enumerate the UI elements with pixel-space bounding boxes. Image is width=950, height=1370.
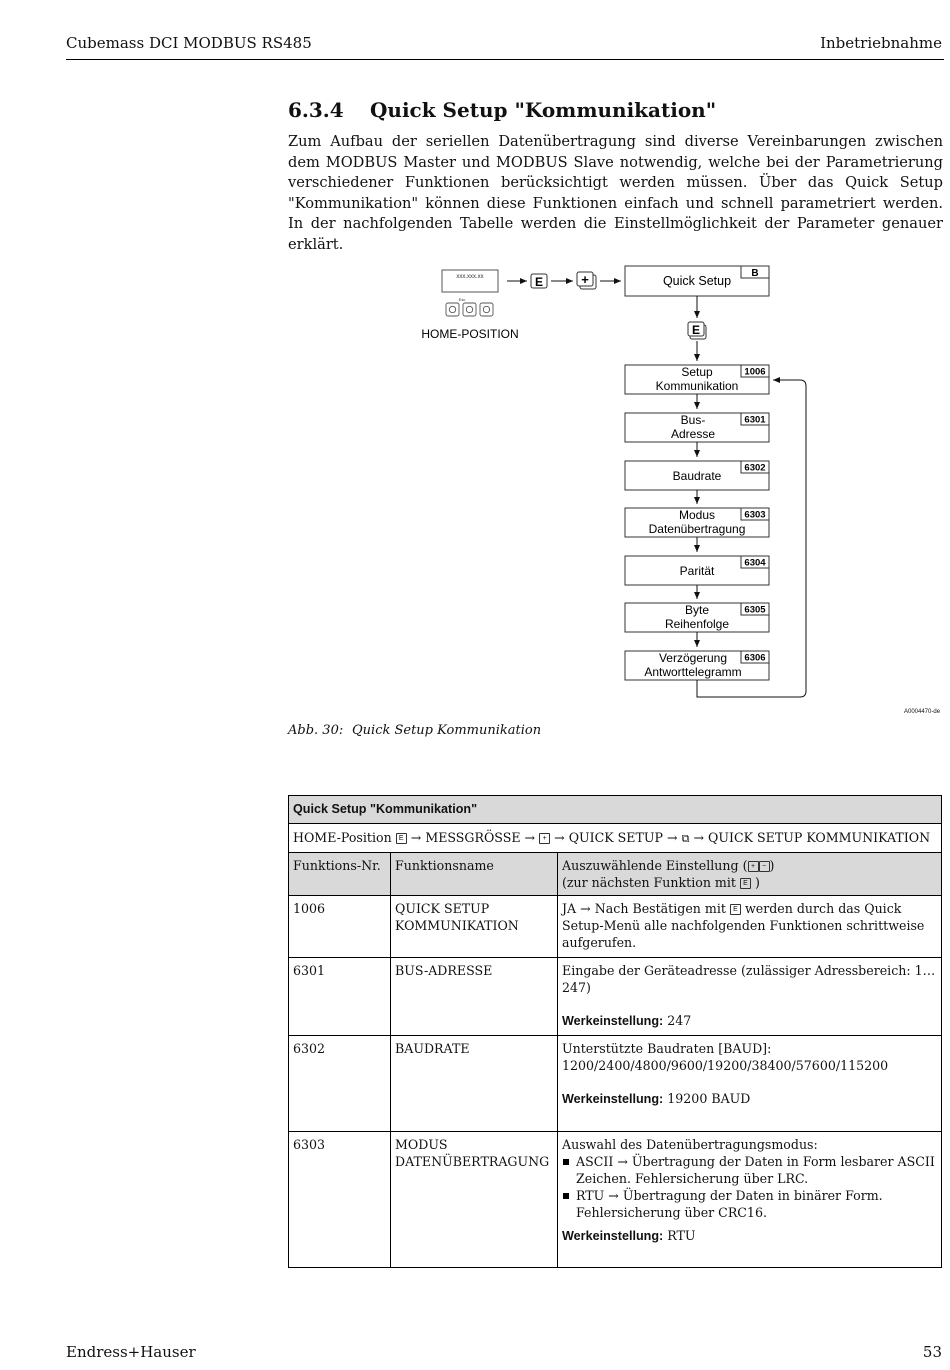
header-chapter: Inbetriebnahme: [820, 34, 942, 52]
e-key-icon: E: [740, 878, 751, 889]
step-1006: [625, 365, 769, 394]
minus-key-icon: −: [759, 861, 770, 872]
arrow-icon: →: [667, 830, 678, 845]
arrow-icon: →: [580, 901, 591, 916]
quick-setup-code: B: [751, 268, 759, 279]
arrow-icon: →: [524, 830, 536, 845]
row-6302-name: BAUDRATE: [391, 1036, 558, 1132]
caption-text: Quick Setup Kommunikation: [352, 723, 542, 738]
svg-text:Baudrate: Baudrate: [672, 469, 722, 483]
arrow-icon: →: [554, 830, 565, 845]
table-row: [289, 958, 942, 1036]
svg-text:Reihenfolge: Reihenfolge: [664, 617, 730, 631]
step-6302: [625, 461, 769, 490]
table-row: [289, 1132, 942, 1268]
menu-path: HOME-Position E → MESSGRÖSSE → + → QUICK SETUP → ⧉ → QUICK SETUP KOMMUNIKATION: [289, 824, 942, 853]
svg-text:6303: 6303: [744, 509, 766, 521]
step-6305: [625, 603, 769, 632]
svg-text:1006: 1006: [744, 366, 766, 378]
svg-text:Datenübertragung: Datenübertragung: [648, 522, 746, 536]
svg-text:E: E: [534, 275, 544, 289]
figure-caption: [288, 723, 541, 738]
e-key-icon: [531, 274, 547, 289]
e-key-icon: E: [730, 904, 741, 915]
svg-text:Adresse: Adresse: [670, 427, 716, 441]
svg-text:6304: 6304: [744, 557, 766, 569]
table-path-row: [289, 824, 942, 853]
default-value: RTU: [667, 1228, 696, 1243]
step-6304: [625, 556, 769, 585]
default-label: Werkeinstellung:: [562, 1014, 664, 1028]
table-column-header-row: [289, 853, 942, 896]
table-title: Quick Setup "Kommunikation": [289, 796, 942, 824]
svg-text:Antworttelegramm: Antworttelegramm: [644, 665, 742, 679]
default-label: Werkeinstellung:: [562, 1092, 664, 1106]
e-key-icon: E: [396, 833, 407, 844]
row-6302-nr: 6302: [289, 1036, 391, 1132]
row-1006-setting: JA → Nach Bestätigen mit E werden durch das Quick Setup-Menü alle nachfolgenden Funktionen schrittweise aufgerufen.: [558, 896, 942, 958]
intro-paragraph: Zum Aufbau der seriellen Datenübertragung sind diverse Vereinbarungen zwischen dem MODBUS Master und MODBUS Slave notwendig, welche bei der Parametrierung verschiedener Funktionen berücksichtigt werden müssen. Über das Quick Setup "Kommunikation" können diese Funktionen einfach und schnell parametriert werden. In der nachfolgenden Tabelle werden die Einstellmöglichkeit der Parameter genauer erklärt.: [288, 133, 943, 253]
quick-setup-table: [288, 795, 942, 1268]
arrow-icon: →: [693, 830, 705, 845]
page-number: 53: [922, 1343, 942, 1361]
row-1006-nr: 1006: [289, 896, 391, 958]
table-row: [289, 896, 942, 958]
row-1006-name: QUICK SETUP KOMMUNIKATION: [391, 896, 558, 958]
section-number: 6.3.4: [288, 98, 344, 122]
e-double-key-icon: ⧉: [681, 832, 690, 845]
footer-brand: Endress+Hauser: [66, 1343, 196, 1361]
table-title-row: [289, 796, 942, 824]
section-title: Quick Setup "Kommunikation": [370, 98, 717, 122]
home-position-label: HOME-POSITION: [421, 327, 519, 341]
svg-text:Verzögerung: Verzögerung: [658, 651, 728, 665]
display-readout: xxx.xxx.xx: [456, 274, 484, 280]
svg-text:E: E: [691, 323, 701, 337]
svg-text:Parität: Parität: [679, 564, 715, 578]
quick-setup-label: Quick Setup: [662, 274, 732, 288]
svg-text:6302: 6302: [744, 462, 766, 474]
col-header-name: Funktionsname: [391, 853, 558, 896]
row-6302-setting: Unterstützte Baudraten [BAUD]: 1200/2400/4800/9600/19200/38400/57600/115200 Werkeinstellung: 19200 BAUD: [558, 1036, 942, 1132]
list-item: ASCII → Übertragung der Daten in Form lesbarer ASCII Zeichen. Fehlersicherung über LRC.: [576, 1153, 937, 1187]
step-6306: [625, 651, 769, 680]
svg-text:+: +: [581, 272, 589, 287]
header-doc-title: Cubemass DCI MODBUS RS485: [66, 34, 312, 52]
mode-options-list: [562, 1153, 937, 1221]
step-6303: [625, 508, 769, 537]
figure-reference: A0004470-de: [904, 709, 941, 715]
plus-key-icon: [577, 272, 596, 289]
svg-text:6305: 6305: [744, 604, 766, 616]
operating-keys-icon: [446, 303, 493, 316]
default-label: Werkeinstellung:: [562, 1229, 664, 1243]
plus-key-icon: +: [539, 833, 550, 844]
arrow-icon: →: [410, 830, 422, 845]
row-6301-setting: Eingabe der Geräteadresse (zulässiger Adressbereich: 1…247) Werkeinstellung: 247: [558, 958, 942, 1036]
default-value: 19200 BAUD: [667, 1091, 751, 1106]
list-item: RTU → Übertragung der Daten in binärer Form. Fehlersicherung über CRC16.: [576, 1187, 937, 1221]
col-header-nr: Funktions-Nr.: [289, 853, 391, 896]
row-6301-nr: 6301: [289, 958, 391, 1036]
svg-text:6306: 6306: [744, 652, 766, 664]
svg-text:Byte: Byte: [684, 603, 710, 617]
svg-text:Setup: Setup: [681, 365, 713, 379]
table-row: [289, 1036, 942, 1132]
esc-label: Esc: [458, 297, 466, 302]
row-6303-setting: Auswahl des Datenübertragungsmodus: ASCII → Übertragung der Daten in Form lesbarer ASCII Zeichen. Fehlersicherung über LRC. RTU → Übertragung der Daten in binärer Form. Fehlersicherung über CRC16. Werkeinstellung: RTU: [558, 1132, 942, 1268]
plus-key-icon: +: [748, 861, 759, 872]
col-header-setting: Auszuwählende Einstellung ( + − ) (zur nächsten Funktion mit E ): [558, 853, 942, 896]
arrow-icon: →: [608, 1188, 619, 1203]
e-key-icon-2: [688, 322, 706, 339]
arrow-icon: →: [617, 1154, 628, 1169]
row-6303-name: MODUS DATENÜBERTRAGUNG: [391, 1132, 558, 1268]
svg-text:6301: 6301: [744, 414, 766, 426]
device-display: [421, 270, 518, 341]
svg-text:Modus: Modus: [678, 508, 716, 522]
quick-setup-box: [625, 266, 769, 296]
step-6301: [625, 413, 769, 442]
row-6303-nr: 6303: [289, 1132, 391, 1268]
row-6301-name: BUS-ADRESSE: [391, 958, 558, 1036]
svg-text:Kommunikation: Kommunikation: [655, 379, 739, 393]
caption-number: Abb. 30:: [288, 723, 344, 738]
svg-text:Bus-: Bus-: [680, 413, 706, 427]
default-value: 247: [667, 1013, 692, 1028]
